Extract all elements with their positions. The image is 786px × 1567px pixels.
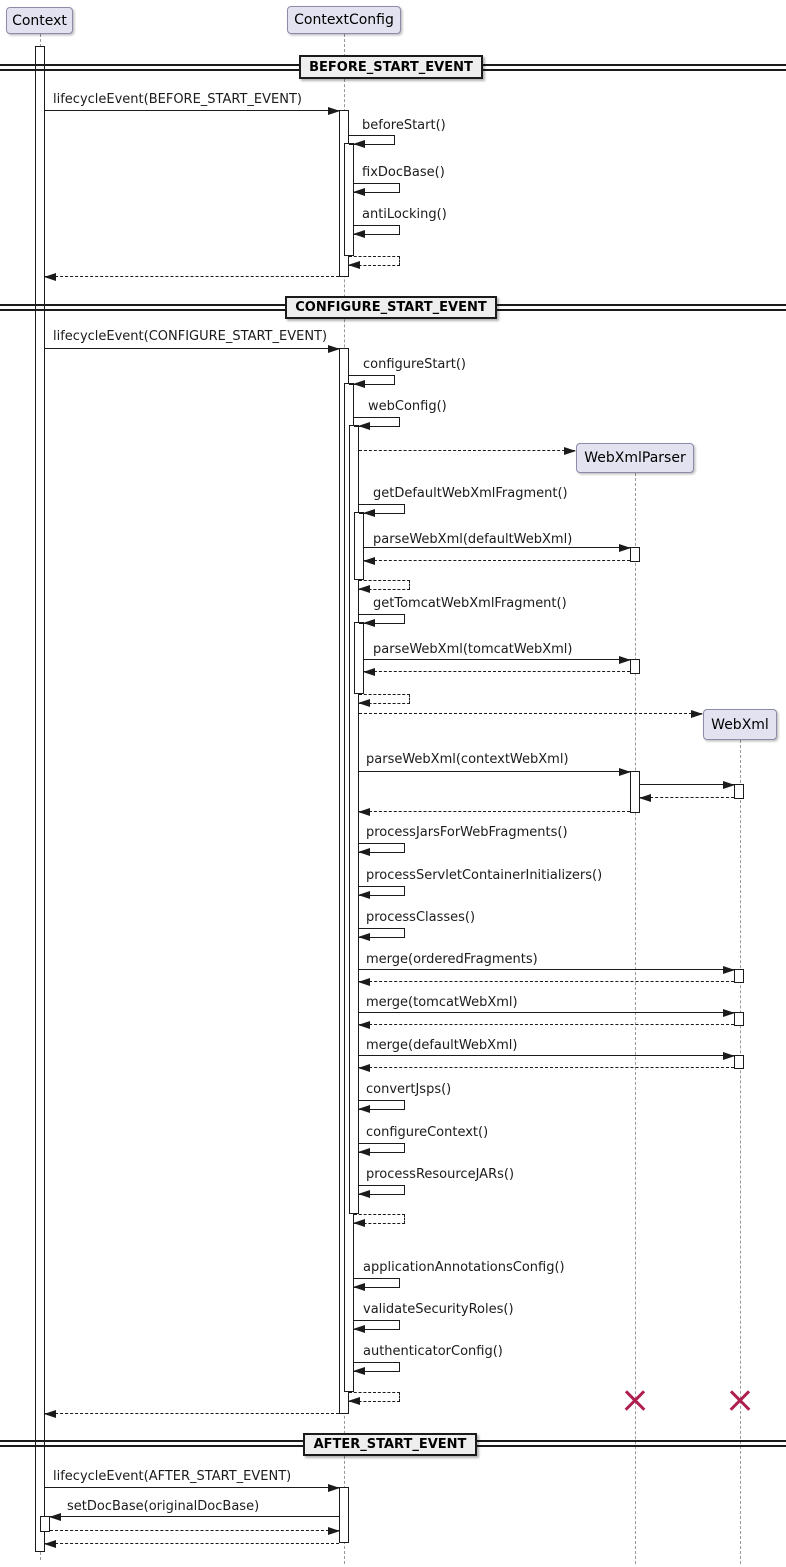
- return-arrow: [359, 1067, 734, 1068]
- activation-cc-getdefault-l4: [354, 512, 364, 580]
- message-label: lifecycleEvent(AFTER_START_EVENT): [53, 1469, 292, 1484]
- message-arrow: [640, 784, 734, 785]
- self-call-arrow: [354, 183, 400, 193]
- return-arrow: [364, 671, 630, 672]
- message-label: processJarsForWebFragments(): [366, 825, 568, 840]
- message-arrow: [45, 348, 339, 349]
- self-call-arrow: [354, 1320, 400, 1330]
- activation-parser-2: [630, 659, 640, 674]
- self-return-arrow: [349, 256, 400, 266]
- divider-configure-start-event: CONFIGURE_START_EVENT: [285, 296, 497, 319]
- message-label: processServletContainerInitializers(): [366, 868, 603, 883]
- return-arrow: [359, 981, 734, 982]
- message-label: fixDocBase(): [362, 165, 445, 180]
- message-label: setDocBase(originalDocBase): [67, 1499, 260, 1514]
- self-call-arrow: [359, 928, 405, 938]
- self-call-arrow: [354, 1278, 400, 1288]
- creation-arrow-webxml: [359, 713, 702, 714]
- message-arrow: [364, 547, 630, 548]
- message-label: webConfig(): [368, 399, 447, 414]
- return-arrow: [359, 1024, 734, 1025]
- activation-cc-before-l2: [344, 143, 354, 256]
- self-call-arrow: [359, 1100, 405, 1110]
- activation-webxml-3: [734, 1012, 744, 1026]
- participant-webxml: WebXml: [703, 709, 777, 740]
- activation-webxml-4: [734, 1055, 744, 1069]
- message-label: processResourceJARs(): [366, 1167, 515, 1182]
- destroy-x-webxml-icon: [728, 1389, 752, 1413]
- self-call-arrow: [359, 1143, 405, 1153]
- message-label: processClasses(): [366, 910, 476, 925]
- activation-cc-gettomcat-l4: [354, 622, 364, 694]
- self-call-arrow: [359, 843, 405, 853]
- self-call-arrow: [349, 375, 395, 385]
- message-label: merge(orderedFragments): [366, 952, 538, 967]
- message-label: getDefaultWebXmlFragment(): [373, 486, 568, 501]
- self-return-arrow: [359, 580, 410, 590]
- return-arrow: [640, 797, 734, 798]
- destroy-x-webxmlparser-icon: [623, 1389, 647, 1413]
- participant-contextconfig: ContextConfig: [287, 6, 401, 34]
- message-label: authenticatorConfig(): [363, 1344, 503, 1359]
- message-label: configureContext(): [366, 1125, 489, 1140]
- return-arrow: [359, 811, 630, 812]
- message-label: applicationAnnotationsConfig(): [363, 1260, 565, 1275]
- message-label: antiLocking(): [362, 207, 447, 222]
- self-return-arrow: [359, 694, 410, 704]
- message-arrow: [45, 110, 339, 111]
- return-arrow: [50, 1530, 339, 1531]
- divider-after-start-event: AFTER_START_EVENT: [303, 1433, 477, 1456]
- divider-before-start-event: BEFORE_START_EVENT: [299, 55, 483, 79]
- message-label: parseWebXml(defaultWebXml): [373, 532, 573, 547]
- message-arrow: [359, 1055, 734, 1056]
- activation-webxml-2: [734, 969, 744, 983]
- self-call-arrow: [349, 135, 395, 145]
- message-arrow: [359, 771, 630, 772]
- self-call-arrow: [354, 417, 400, 427]
- message-label: merge(tomcatWebXml): [366, 995, 518, 1010]
- activation-webxml-1: [734, 784, 744, 799]
- message-arrow: [45, 1487, 339, 1488]
- message-arrow: [50, 1516, 339, 1517]
- message-label: parseWebXml(contextWebXml): [366, 752, 569, 767]
- self-call-arrow: [359, 504, 405, 514]
- message-arrow: [359, 969, 734, 970]
- activation-cc-after-l1: [339, 1487, 349, 1543]
- participant-context: Context: [6, 7, 73, 34]
- creation-arrow-webxmlparser: [359, 450, 575, 451]
- return-arrow: [364, 560, 630, 561]
- message-label: parseWebXml(tomcatWebXml): [373, 642, 573, 657]
- self-call-arrow: [359, 614, 405, 624]
- activation-parser-1: [630, 547, 640, 562]
- return-arrow: [45, 276, 339, 277]
- self-return-arrow: [354, 1214, 405, 1224]
- self-call-arrow: [359, 1185, 405, 1195]
- message-label: merge(defaultWebXml): [366, 1038, 518, 1053]
- self-call-arrow: [359, 886, 405, 896]
- message-label: configureStart(): [363, 357, 466, 372]
- message-label: lifecycleEvent(CONFIGURE_START_EVENT): [53, 329, 328, 344]
- return-arrow: [45, 1543, 339, 1544]
- message-label: validateSecurityRoles(): [363, 1302, 514, 1317]
- return-arrow: [45, 1413, 339, 1414]
- message-label: getTomcatWebXmlFragment(): [373, 596, 567, 611]
- activation-context-main: [35, 46, 45, 1552]
- activation-parser-3: [630, 771, 640, 813]
- message-arrow: [364, 659, 630, 660]
- participant-webxmlparser: WebXmlParser: [576, 443, 694, 473]
- self-return-arrow: [349, 1392, 400, 1402]
- self-call-arrow: [354, 225, 400, 235]
- message-arrow: [359, 1012, 734, 1013]
- message-label: beforeStart(): [362, 118, 446, 133]
- self-call-arrow: [354, 1362, 400, 1372]
- message-label: lifecycleEvent(BEFORE_START_EVENT): [53, 92, 302, 107]
- message-label: convertJsps(): [366, 1082, 452, 1097]
